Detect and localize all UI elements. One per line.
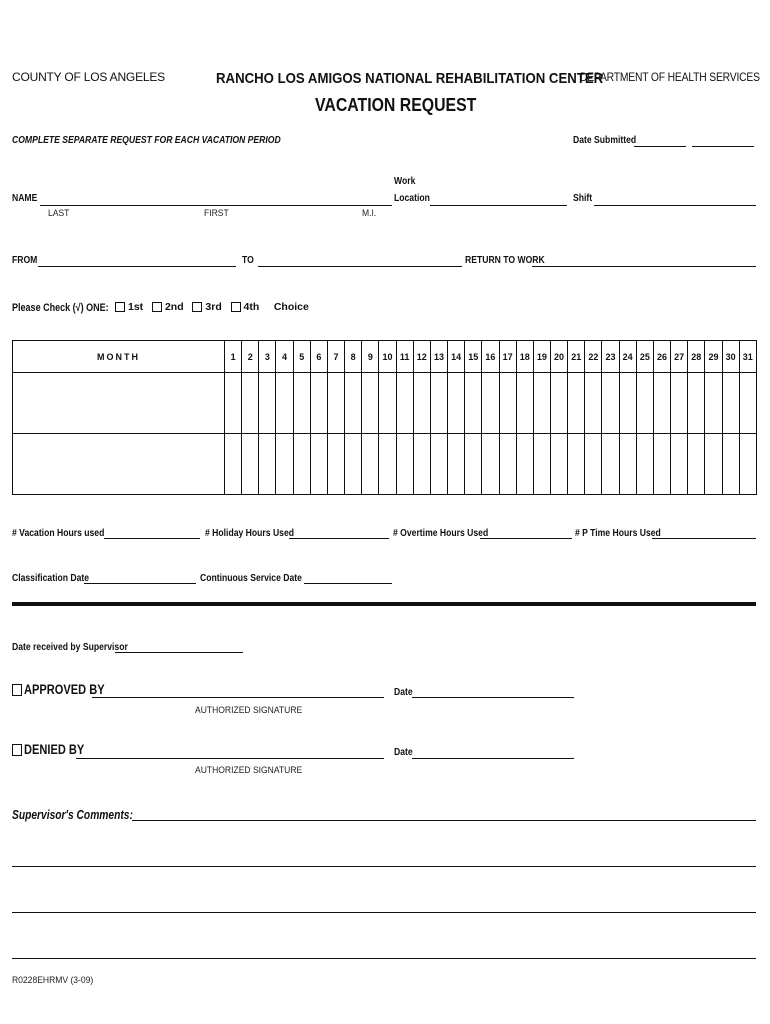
month-cell[interactable] — [13, 373, 225, 434]
classification-date-line[interactable] — [84, 583, 196, 584]
day-header: 18 — [516, 341, 533, 373]
to-label: TO — [242, 254, 254, 266]
day-cell[interactable] — [225, 373, 242, 434]
day-cell[interactable] — [619, 434, 636, 495]
shift-line[interactable] — [594, 205, 756, 206]
day-cell[interactable] — [636, 434, 653, 495]
supervisor-comments-label: Supervisor's Comments: — [12, 808, 133, 822]
day-header: 1 — [225, 341, 242, 373]
middle-initial-caption: M.I. — [362, 208, 377, 219]
return-to-work-line[interactable] — [532, 266, 756, 267]
shift-label: Shift — [573, 192, 593, 204]
day-cell[interactable] — [327, 434, 344, 495]
day-cell[interactable] — [636, 373, 653, 434]
center-name: RANCHO LOS AMIGOS NATIONAL REHABILITATION CENTER — [216, 70, 604, 87]
instructions: COMPLETE SEPARATE REQUEST FOR EACH VACATION PERIOD — [12, 134, 281, 146]
day-cell[interactable] — [550, 434, 567, 495]
day-cell[interactable] — [396, 434, 413, 495]
day-cell[interactable] — [293, 434, 310, 495]
location-line[interactable] — [430, 205, 567, 206]
approved-date-line[interactable] — [412, 697, 574, 698]
holiday-hours-label: # Holiday Hours Used — [205, 527, 294, 539]
day-cell[interactable] — [585, 373, 602, 434]
choice-1st[interactable]: 1st — [115, 301, 143, 313]
day-cell[interactable] — [379, 434, 396, 495]
day-cell[interactable] — [448, 373, 465, 434]
day-cell[interactable] — [482, 373, 499, 434]
approved-date-label: Date — [394, 686, 413, 698]
to-line[interactable] — [258, 266, 462, 267]
day-cell[interactable] — [242, 434, 259, 495]
day-cell[interactable] — [499, 373, 516, 434]
day-header: 27 — [671, 341, 688, 373]
day-cell[interactable] — [653, 373, 670, 434]
day-cell[interactable] — [362, 434, 379, 495]
day-cell[interactable] — [327, 373, 344, 434]
day-header: 13 — [430, 341, 447, 373]
day-cell[interactable] — [396, 373, 413, 434]
day-cell[interactable] — [568, 373, 585, 434]
form-number: R0228EHRMV (3-09) — [12, 975, 94, 986]
day-header: 8 — [345, 341, 362, 373]
day-header: 12 — [413, 341, 430, 373]
day-cell[interactable] — [293, 373, 310, 434]
county-name: COUNTY OF LOS ANGELES — [12, 70, 165, 84]
day-header: 10 — [379, 341, 396, 373]
date-received-label: Date received by Supervisor — [12, 641, 128, 653]
date-submitted-line-1[interactable] — [634, 146, 686, 147]
comments-line-3[interactable] — [12, 912, 756, 913]
day-header: 19 — [533, 341, 550, 373]
vacation-hours-label: # Vacation Hours used — [12, 527, 105, 539]
day-cell[interactable] — [225, 434, 242, 495]
denied-by-label: DENIED BY — [24, 742, 85, 757]
day-cell[interactable] — [602, 373, 619, 434]
from-label: FROM — [12, 254, 38, 266]
day-cell[interactable] — [310, 373, 327, 434]
approved-signature-line[interactable] — [92, 697, 384, 698]
day-header: 23 — [602, 341, 619, 373]
day-header: 26 — [653, 341, 670, 373]
day-cell[interactable] — [465, 434, 482, 495]
day-header: 20 — [550, 341, 567, 373]
last-name-caption: LAST — [48, 208, 70, 219]
continuous-service-line[interactable] — [304, 583, 392, 584]
day-cell[interactable] — [533, 434, 550, 495]
day-cell[interactable] — [448, 434, 465, 495]
day-header: 17 — [499, 341, 516, 373]
day-cell[interactable] — [345, 373, 362, 434]
denied-signature-line[interactable] — [76, 758, 384, 759]
month-header: MONTH — [13, 341, 225, 373]
day-cell[interactable] — [533, 373, 550, 434]
choice-2nd[interactable]: 2nd — [152, 301, 184, 313]
day-header: 5 — [293, 341, 310, 373]
checkbox-icon[interactable] — [231, 302, 241, 312]
day-header: 7 — [327, 341, 344, 373]
day-cell[interactable] — [739, 373, 756, 434]
day-header: 2 — [242, 341, 259, 373]
overtime-hours-label: # Overtime Hours Used — [393, 527, 489, 539]
day-header: 14 — [448, 341, 465, 373]
checkbox-icon[interactable] — [115, 302, 125, 312]
day-cell[interactable] — [739, 434, 756, 495]
name-line[interactable] — [40, 205, 392, 206]
day-cell[interactable] — [310, 434, 327, 495]
date-submitted-label: Date Submitted — [573, 134, 637, 146]
day-cell[interactable] — [242, 373, 259, 434]
choice-options — [115, 301, 309, 313]
day-cell[interactable] — [585, 434, 602, 495]
approved-sig-caption: AUTHORIZED SIGNATURE — [195, 705, 303, 716]
day-cell[interactable] — [653, 434, 670, 495]
return-to-work-label: RETURN TO WORK — [465, 254, 545, 266]
day-cell[interactable] — [276, 434, 293, 495]
denied-date-label: Date — [394, 746, 413, 758]
vacation-calendar-table — [12, 340, 757, 495]
day-cell[interactable] — [259, 434, 276, 495]
ptime-hours-line[interactable] — [652, 538, 756, 539]
day-cell[interactable] — [345, 434, 362, 495]
day-header: 31 — [739, 341, 756, 373]
ptime-hours-label: # P Time Hours Used — [575, 527, 661, 539]
day-header: 24 — [619, 341, 636, 373]
date-submitted-line-2[interactable] — [692, 146, 754, 147]
day-cell[interactable] — [259, 373, 276, 434]
comments-line-2[interactable] — [12, 866, 756, 867]
day-header: 9 — [362, 341, 379, 373]
day-header: 15 — [465, 341, 482, 373]
classification-date-label: Classification Date — [12, 572, 90, 584]
day-cell[interactable] — [671, 434, 688, 495]
approved-checkbox[interactable] — [12, 684, 22, 696]
work-label: Work — [394, 175, 416, 187]
month-cell[interactable] — [13, 434, 225, 495]
day-cell[interactable] — [276, 373, 293, 434]
day-cell[interactable] — [705, 434, 722, 495]
day-header: 29 — [705, 341, 722, 373]
day-header: 30 — [722, 341, 739, 373]
day-header: 4 — [276, 341, 293, 373]
approved-by-label: APPROVED BY — [24, 682, 105, 697]
day-cell[interactable] — [722, 373, 739, 434]
day-cell[interactable] — [516, 434, 533, 495]
denied-checkbox[interactable] — [12, 744, 22, 756]
day-header: 16 — [482, 341, 499, 373]
day-cell[interactable] — [362, 373, 379, 434]
day-cell[interactable] — [688, 373, 705, 434]
form-title: VACATION REQUEST — [315, 95, 477, 115]
from-line[interactable] — [38, 266, 236, 267]
choice-prompt: Please Check (√) ONE: — [12, 302, 109, 314]
day-cell[interactable] — [550, 373, 567, 434]
day-header: 3 — [259, 341, 276, 373]
continuous-service-label: Continuous Service Date — [200, 572, 302, 584]
vacation-hours-line[interactable] — [104, 538, 200, 539]
day-cell[interactable] — [413, 373, 430, 434]
day-header: 25 — [636, 341, 653, 373]
denied-sig-caption: AUTHORIZED SIGNATURE — [195, 765, 303, 776]
checkbox-icon[interactable] — [152, 302, 162, 312]
comments-line-1[interactable] — [132, 820, 756, 821]
choice-3rd[interactable]: 3rd — [192, 301, 221, 313]
choice-suffix: Choice — [273, 301, 309, 313]
day-cell[interactable] — [516, 373, 533, 434]
day-cell[interactable] — [465, 373, 482, 434]
denied-date-line[interactable] — [412, 758, 574, 759]
choice-4th[interactable]: 4th — [231, 301, 260, 313]
day-header: 6 — [310, 341, 327, 373]
day-cell[interactable] — [482, 434, 499, 495]
day-cell[interactable] — [499, 434, 516, 495]
section-divider — [12, 602, 756, 606]
day-cell[interactable] — [671, 373, 688, 434]
day-cell[interactable] — [430, 373, 447, 434]
day-cell[interactable] — [722, 434, 739, 495]
date-received-line[interactable] — [115, 652, 243, 653]
day-header: 11 — [396, 341, 413, 373]
day-cell[interactable] — [602, 434, 619, 495]
department-name: DEPARTMENT OF HEALTH SERVICES — [580, 70, 760, 84]
name-label: NAME — [12, 192, 38, 204]
day-cell[interactable] — [688, 434, 705, 495]
day-cell[interactable] — [705, 373, 722, 434]
location-label: Location — [394, 192, 430, 204]
day-cell[interactable] — [413, 434, 430, 495]
comments-line-4[interactable] — [12, 958, 756, 959]
overtime-hours-line[interactable] — [480, 538, 572, 539]
day-header: 28 — [688, 341, 705, 373]
first-name-caption: FIRST — [204, 208, 229, 219]
day-header: 22 — [585, 341, 602, 373]
day-cell[interactable] — [568, 434, 585, 495]
day-cell[interactable] — [379, 373, 396, 434]
holiday-hours-line[interactable] — [289, 538, 389, 539]
day-header: 21 — [568, 341, 585, 373]
day-cell[interactable] — [430, 434, 447, 495]
checkbox-icon[interactable] — [192, 302, 202, 312]
day-cell[interactable] — [619, 373, 636, 434]
